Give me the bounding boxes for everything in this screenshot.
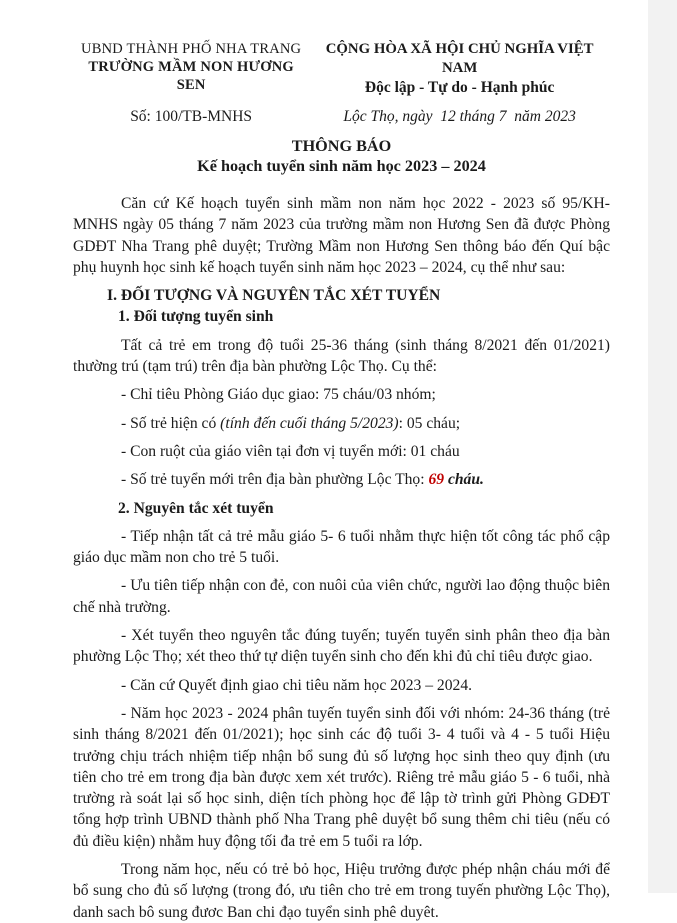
place-and-date: Lộc Thọ, ngày 12 tháng 7 năm 2023 [343, 108, 576, 125]
national-motto-line2: Độc lập - Tự do - Hạnh phúc [364, 79, 555, 96]
document-content [73, 40, 610, 923]
list-item-current-date-note: (tính đến cuối tháng 5/2023) [220, 414, 399, 432]
section-1-2-heading: 2. Nguyên tắc xét tuyển [118, 499, 274, 517]
document-subtitle: Kế hoạch tuyển sinh năm học 2023 – 2024 [197, 157, 486, 175]
principle-paragraph-1: - Tiếp nhận tất cả trẻ mẫu giáo 5- 6 tuổi nhằm thực hiện tốt công tác phổ cập giáo dục mầm non cho trẻ 5 tuổi. [73, 527, 610, 567]
national-motto-line1: CỘNG HÒA XÃ HỘI CHỦ NGHĨA VIỆT NAM [325, 41, 594, 76]
principle-paragraph-5: - Năm học 2023 - 2024 phân tuyến tuyển sinh đối với nhóm: 24-36 tháng (trẻ sinh tháng 8/2021 đến 01/2021); học sinh các độ tuổi 3- 4 tuổi và 4 - 5 tuổi Hiệu trưởng chịu trách nhiệm tiếp nhận bổ sung đủ số lượng học sinh theo quy định (ưu tiên cho trẻ em trong địa bàn được xem xét trước). Riêng trẻ mẫu giáo 5 - 6 tuổi, nhà trường rà soát lại số học sinh, diện tích phòng học để lập tờ trình gửi Phòng GDĐT tổng hợp trình UBND thành phố Nha Trang phê duyệt bổ sung thêm chi tiêu (nếu có đủ điều kiện) nhằm huy động tối đa trẻ em 5 tuổi ra lớp. [73, 704, 610, 850]
issuing-org-block [73, 40, 309, 126]
list-item-current-pre: - Số trẻ hiện có [121, 414, 221, 432]
document-header [73, 40, 610, 126]
list-item-new-admissions [73, 469, 610, 490]
document-body [73, 193, 610, 923]
list-item-new-post: cháu. [444, 471, 484, 489]
principle-paragraph-2: - Ưu tiên tiếp nhận con đẻ, con nuôi của viên chức, người lao động thuộc biên chế nhà trường. [73, 577, 610, 616]
intro-paragraph: Căn cứ Kế hoạch tuyển sinh mầm non năm học 2022 - 2023 số 95/KH-MNHS ngày 05 tháng 7 năm 2023 của trường mầm non Hương Sen đã được Phòng GDĐT Nha Trang phê duyệt; Trường Mầm non Hương Sen thông báo đến Quí bậc phụ huynh học sinh kế hoạch tuyển sinh năm học 2023 – 2024, cụ thể như sau: [73, 195, 610, 276]
org-name: TRƯỜNG MẦM NON HƯƠNG SEN [88, 59, 294, 93]
list-item-quota: - Chỉ tiêu Phòng Giáo dục giao: 75 cháu/03 nhóm; [121, 386, 436, 404]
list-item-current-post: : 05 cháu; [398, 414, 461, 432]
new-admissions-count: 69 [428, 471, 445, 489]
section-1-1-heading: 1. Đối tượng tuyển sinh [118, 308, 274, 326]
document-title: THÔNG BÁO [291, 137, 392, 155]
org-parent-name: UBND THÀNH PHỐ NHA TRANG [81, 41, 302, 57]
list-item-teacher-children: - Con ruột của giáo viên tại đơn vị tuyển mới: 01 cháu [121, 442, 460, 460]
principle-paragraph-3: - Xét tuyển theo nguyên tắc đúng tuyến; tuyến tuyển sinh phân theo địa bàn phường Lộc Thọ; xét theo thứ tự diện tuyển sinh cho đến khi đủ chỉ tiêu được giao. [73, 627, 610, 666]
title-block [73, 137, 610, 176]
section-1-1-intro: Tất cả trẻ em trong độ tuổi 25-36 tháng (sinh tháng 8/2021 đến 01/2021) thường trú (tạm trú) trên địa bàn phường Lộc Thọ. Cụ thể: [73, 336, 610, 376]
national-motto-block [309, 40, 610, 126]
principle-paragraph-6: Trong năm học, nếu có trẻ bỏ học, Hiệu trưởng được phép nhận cháu mới để bổ sung cho đủ số lượng (trong đó, ưu tiên cho trẻ em trong tuyến phường Lộc Thọ), danh sach bô sung đươc Ban chi đạo tuyển sinh phê duyêt. [73, 861, 610, 921]
scan-edge-strip [648, 0, 677, 893]
principle-paragraph-4: - Căn cứ Quyết định giao chi tiêu năm học 2023 – 2024. [121, 676, 473, 694]
document-number: Số: 100/TB-MNHS [130, 108, 253, 125]
list-item-new-pre: - Số trẻ tuyển mới trên địa bàn phường Lộc Thọ: [121, 471, 429, 489]
section-1-heading: I. ĐỐI TƯỢNG VÀ NGUYÊN TẮC XÉT TUYỂN [107, 287, 441, 305]
list-item-current-children [73, 413, 610, 434]
